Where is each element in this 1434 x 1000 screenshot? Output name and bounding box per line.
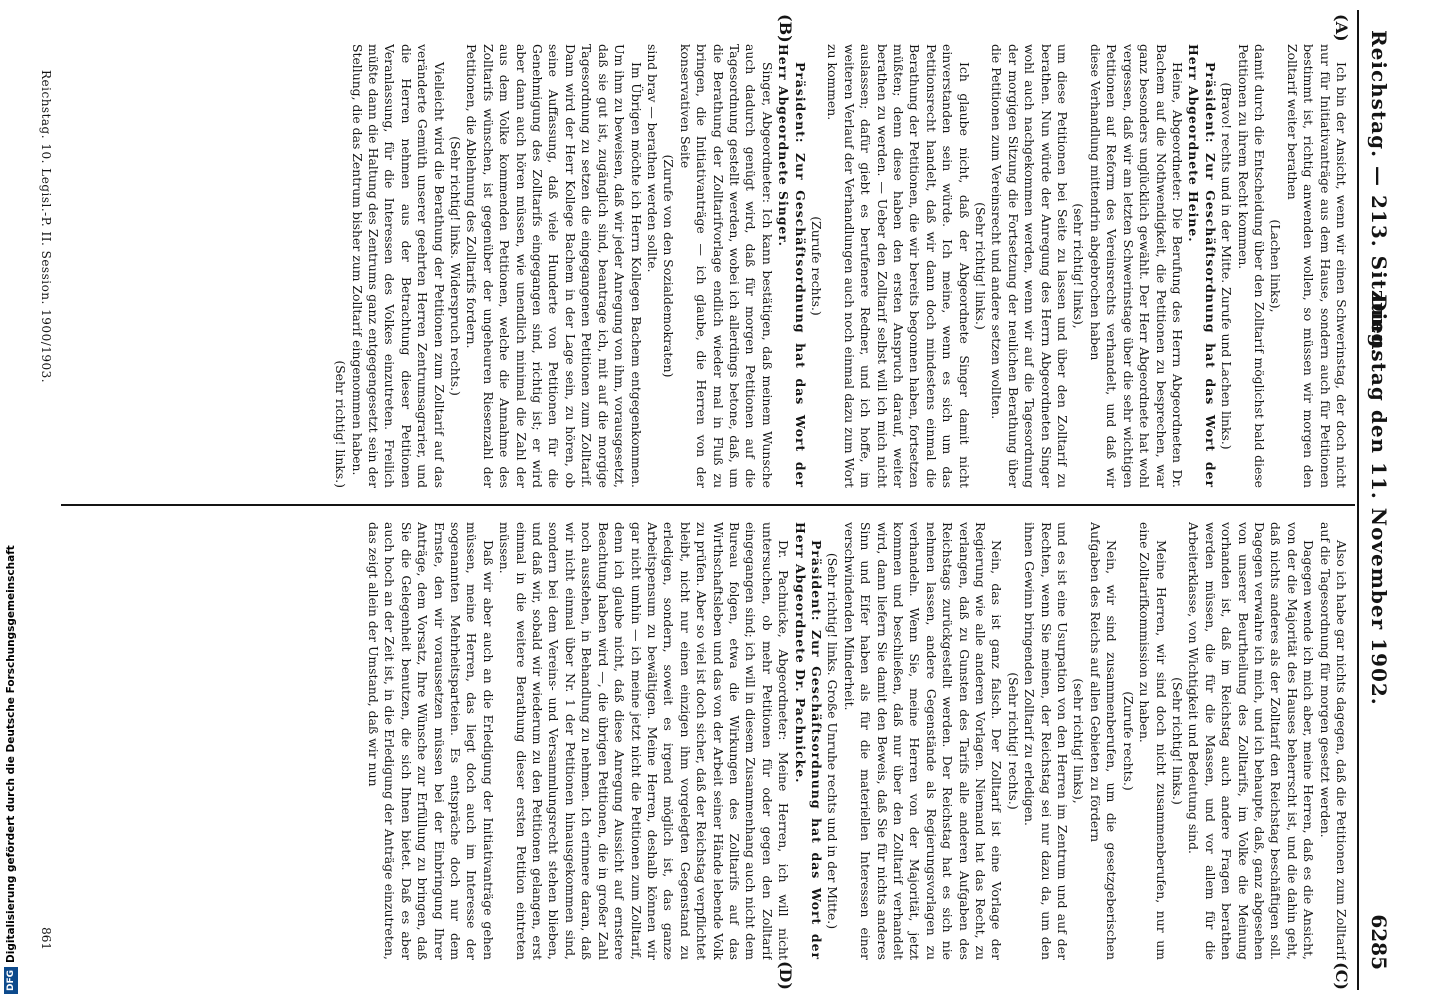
interjection: (Bravo! rechts und in der Mitte. Zurufe und Lachen links.) bbox=[1219, 82, 1235, 450]
interjection: (Sehr richtig! links.) bbox=[1169, 677, 1185, 805]
speaker-line: Präsident: Zur Geschäftsordnung hat das Wort der Herr Abgeordnete Singer. bbox=[776, 44, 808, 488]
digitization-credit bbox=[0, 0, 22, 1000]
paragraph: um diese Petitionen bei Seite zu lassen und über den Zolltarif zu berathen. Nun würde der Anregung des Herrn Abgeordneten Singer wohl auch nachgekommen werden, wenn wir auf die Tagesordnung der morgigen Sitzung die Fortsetzung der neulichen Berathung über die Petitionen zum Vereinsrecht und andere setzen wollten. bbox=[989, 44, 1071, 488]
paragraph: Meine Herren, wir sind doch nicht zusammenberufen, nur um eine Zolltarifkommission zu haben. bbox=[1137, 522, 1169, 960]
paragraph: Singer, Abgeordneter: Ich kann bestätigen, daß meinem Wunsche auch dadurch genügt wird, daß für morgen Petitionen auf die Tagesordnung gestellt werden, wobei ich allerdings betone, daß, um die Berathung der Zolltarifvorlage endlich wieder mal in Fluß zu bringen, die Initiativanträge — ich glaube, die Herren von der konservativen Seite bbox=[677, 44, 775, 488]
interjection: (Zurufe rechts.) bbox=[809, 216, 824, 316]
paragraph: damit durch die Entscheidung über den Zolltarif möglichst bald diese Petitionen zu ihrem Recht kommen. bbox=[1235, 44, 1267, 488]
interjection: (sehr richtig! links), bbox=[1071, 203, 1087, 329]
paragraph: Nein, wir sind zusammenberufen, um die gesetzgeberischen Aufgaben des Reichs auf allen Gebieten zu fördern bbox=[1087, 522, 1120, 960]
paragraph: Ich bin der Ansicht, wenn wir einen Schwerinstag, der doch nicht nur für Initiativanträge aus dem Hause, sondern auch für Petitionen bestimmt ist, richtig anwenden wollen, so müssen wir morgen den Zolltarif weiter berathen bbox=[1284, 44, 1349, 488]
paragraph: und es ist eine Usurpation von den Herren im Zentrum und auf der Rechten, wenn Sie meinen, der Reichstag sei nur dazu da, um den ihnen Gewinn bringenden Zolltarif zu erledigen. bbox=[1022, 522, 1071, 960]
scanned-page bbox=[17, 10, 1417, 990]
interjection: (Lachen links), bbox=[1268, 219, 1284, 313]
speaker-line: Präsident: Zur Geschäftsordnung hat das Wort der Herr Abgeordnete Dr. Pachnicke. bbox=[792, 522, 824, 960]
interjection: (Sehr richtig! links. Große Unruhe rechts und in der Mitte.) bbox=[825, 552, 841, 930]
footer-session-info: Reichstag. 10. Legisl.-P. II. Session. 1900/1903. bbox=[39, 70, 53, 384]
paragraph: Also ich habe gar nichts dagegen, daß die Petitionen zum Zolltarif auf die Tagesordnung für morgen gesetzt werden. bbox=[1317, 522, 1349, 960]
page-header bbox=[1361, 30, 1391, 970]
speaker-line: Präsident: Zur Geschäftsordnung hat das Wort der Herr Abgeordnete Heine. bbox=[1186, 44, 1218, 488]
column-divider bbox=[61, 504, 1355, 506]
paragraph: Im Übrigen möchte ich Herrn Kollegen Bachem entgegenkommen. Um ihm zu beweisen, daß wir jeder Anregung von ihm, vorausgesetzt, daß sie gut ist, zugänglich sind, beantrage ich, mit auf die morgige Tagesordnung zu setzen die eingegangenen Petitionen zum Zolltarif. Dann wird der Herr Kollege Bachem in der Lage sein, zu hören, ob seine Auffassung, daß viele Hunderte von Petitionen für die Genehmigung des Zolltarifs eingegangen sind, richtig ist; er wird aber dann auch hören müssen, wie unendlich minimal die Zahl der aus dem Volke kommenden Petitionen, welche die Annahme des Zolltarifs wünschen, ist gegenüber der ungeheuren Riesenzahl der Petitionen, die Ablehnung des Zolltarifs fordern. bbox=[464, 44, 644, 488]
interjection: (Sehr richtig! links. Widerspruch rechts.) bbox=[448, 136, 464, 396]
header-session: Reichstag. — 213. Sitzung. bbox=[1367, 30, 1391, 357]
margin-mark-c: (C) bbox=[1332, 962, 1351, 990]
footer-sheet-number: 861 bbox=[39, 927, 53, 950]
left-column bbox=[67, 44, 1349, 488]
margin-mark-a: (A) bbox=[1332, 14, 1351, 42]
interjection: (Zurufe von den Sozialdemokraten) bbox=[661, 154, 677, 378]
interjection: (Sehr richtig! links.) bbox=[333, 360, 349, 488]
header-date: Dienstag den 11. November 1902. bbox=[1367, 294, 1391, 706]
paragraph: Heine, Abgeordneter: Die Berufung des Herrn Abgeordneten Dr. Bachem auf die Nothwendigkeit, die Petitionen zu besprechen, war ganz besonders unglücklich gewählt. Der Herr Abgeordnete hat wohl vergessen, daß wir am letzten Schwerinstage über die sehr wichtigen Petitionen auf Reform des Vereinsrechts verhandelt, und daß wir diese Verhandlung mittendrin abgebrochen haben bbox=[1087, 44, 1185, 488]
paragraph: Dagegen wende ich mich aber, meine Herren, daß es die Ansicht, von der die Majorität des Hauses beherrscht ist, und die dahin geht, daß nichts anderes als der Zolltarif den Reichstag beschäftigen soll. Dagegen verwahre ich mich, und ich behaupte, daß, ganz abgesehen von unserer Beurtheilung des Zolltarifs, im Volke die Meinung vorhanden ist, daß im Reichstag auch andere Fragen berathen werden müssen, die für die Massen, und vor allem für die Arbeiterklasse, von Wichtigkeit und Bedeutung sind. bbox=[1186, 522, 1317, 960]
paragraph: Daß wir aber auch an die Erledigung der Initiativanträge gehen müssen, meine Herren, das liegt doch auch im Interesse der sogenannten Mehrheitsparteien. Es entspräche doch nur dem Ernste, den wir voraussetzen müssen bei der Einbringung Ihrer Anträge, dem Vorsatz, Ihre Wünsche zur Erfüllung zu bringen, daß Sie die Gelegenheit benutzen, die sich Ihnen bietet. Daß es aber auch hoch an der Zeit ist, in die Erledigung der Anträge einzutreten, das zeigt allein der Umstand, daß wir nun bbox=[366, 522, 496, 960]
header-page-number: 6285 bbox=[1367, 914, 1391, 970]
paragraph: Ich glaube nicht, daß der Abgeordnete Singer damit nicht einverstanden sein würde. Ich meine, wenn es sich um das Petitionsrecht handelt, daß wir dann doch mindestens einmal die Berathung der Petitionen, die wir bereits begonnen haben, fortsetzen müßten; denn diese haben den ersten Anspruch darauf, weiter berathen zu werden. — Ueber den Zolltarif selbst will ich mich nicht auslassen; dafür giebt es berufenere Redner, und ich hoffe, im weiteren Verlauf der Verhandlungen auch noch einmal dazu zum Wort zu kommen. bbox=[825, 44, 972, 488]
header-rule bbox=[1357, 10, 1359, 990]
paragraph: Dr. Pachnicke, Abgeordneter: Meine Herren, ich will nicht untersuchen, ob mehr Petitionen für oder gegen den Zolltarif eingegangen sind; ich will in diesem Zusammenhang auch nicht dem Bureau folgen, etwa die Wirkungen des Zolltarifs auf das Wirthschaftsleben und das von der Arbeit seiner Hände lebende Volk zu prüfen. Aber so viel ist doch sicher, daß der Reichstag verpflichtet bleibt, nicht nur einen einzigen ihm vorgelegten Gegenstand zu erledigen, sondern, soweit es irgend möglich ist, das ganze Arbeitspensum zu bewältigen. Meine Herren, deshalb können wir gar nicht umhin — ich meine jetzt nicht die Petitionen zum Zolltarif, denn ich glaube nicht, daß diese Anregung Aussicht auf ernstere Beachtung haben wird —, die übrigen Petitionen, die in großer Zahl noch ausstehen, in Behandlung zu nehmen. Ich erinnere daran, daß wir nicht einmal über Nr. 1 der Petitionen hinausgekommen sind, sondern bei dem Vereins- und Versammlungsrecht stehen blieben, und daß wir, sobald wir wiederum zu den Petitionen gelangen, erst einmal in die weitere Berathung dieser ersten Petition eintreten müssen. bbox=[497, 522, 792, 960]
credit-text: Digitalisierung gefördert durch die Deutsche Forschungsgemeinschaft bbox=[5, 545, 17, 963]
right-column bbox=[67, 522, 1349, 960]
interjection: (Sehr richtig! rechts.) bbox=[1005, 672, 1021, 810]
paragraph: Vielleicht wird die Berathung der Petitionen zum Zolltarif auf das veränderte Gemüth unserer geehrten Herren Zentrumsagrarier, und die Herren nehmen aus der Betrachtung dieser Petitionen Veranlassung, für die Interessen des Volkes einzutreten. Freilich müßte dann die Haltung des Zentrums ganz entgegengesetzt sein der Stellung, die das Zentrum bisher zum Zolltarif eingenommen haben. bbox=[349, 44, 447, 488]
interjection: (sehr richtig! links), bbox=[1071, 678, 1087, 804]
margin-mark-d: (D) bbox=[776, 960, 795, 990]
interjection: (Sehr richtig! links.) bbox=[973, 202, 989, 330]
paragraph: sind brav — berathen werden sollte. bbox=[644, 44, 660, 273]
interjection: (Zurufe rechts.) bbox=[1120, 691, 1136, 791]
paragraph: Nein, das ist ganz falsch. Der Zolltarif ist eine Vorlage der Regierung wie alle anderen Vorlagen. Niemand hat das Recht, zu verlangen, daß zu Gunsten des Tarifs alle anderen Aufgaben des Reichstags zurückgestellt werden. Der Reichstag hat es sich nie nehmen lassen, andere Gegenstände als Regierungsvorlagen zu verhandeln. Wenn Sie, meine Herren von der Majorität, jetzt kommen und beschließen, daß nur über den Zolltarif verhandelt wird, dann liefern Sie damit den Beweis, daß Sie für nichts anderes Sinn und Eifer haben als für die materiellen Interessen einer verschwindenden Minderheit. bbox=[841, 522, 1005, 960]
margin-mark-b: (B) bbox=[776, 14, 795, 43]
dfg-logo-icon: DFG bbox=[4, 967, 18, 994]
